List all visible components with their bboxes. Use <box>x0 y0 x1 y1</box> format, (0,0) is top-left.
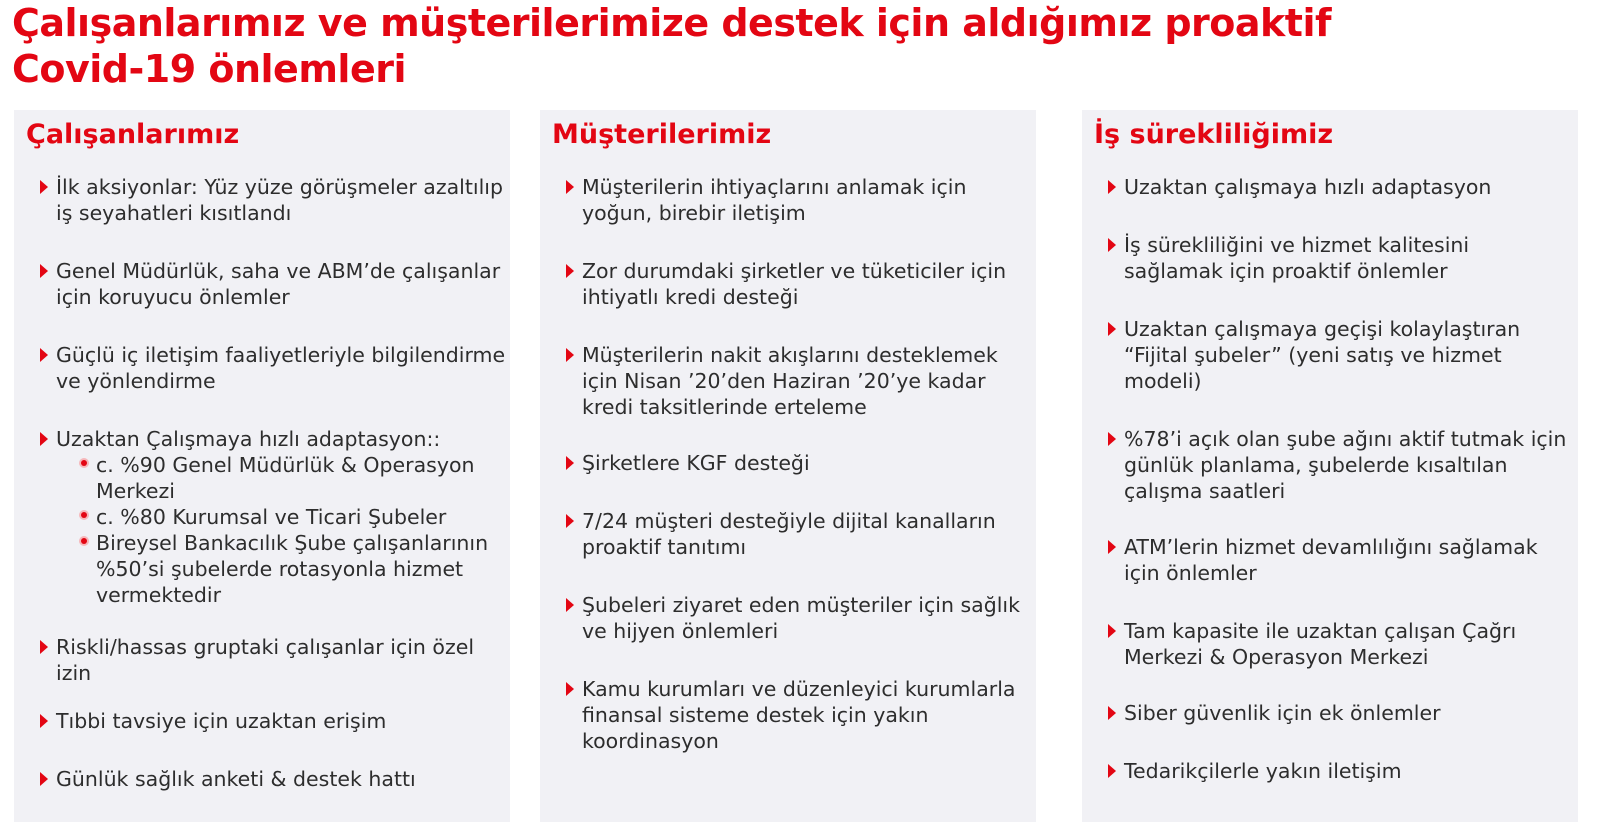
triangle-bullet-icon <box>1108 432 1116 446</box>
page-title-line-2: Covid-19 önlemleri <box>12 47 406 91</box>
bullet-list <box>14 110 510 822</box>
panel-heading: İş sürekliliğimiz <box>1094 119 1334 150</box>
list-item <box>1124 174 1574 200</box>
panel-business-continuity <box>1082 110 1578 822</box>
triangle-bullet-icon <box>1108 180 1116 194</box>
list-item <box>56 634 506 686</box>
list-item-text: Tedarikçilerle yakın iletişim <box>1124 759 1402 783</box>
list-item-text: Zor durumdaki şirketler ve tüketiciler için ihtiyatlı kredi desteği <box>582 259 1007 309</box>
panel-heading: Çalışanlarımız <box>26 119 240 150</box>
panel-heading: Müşterilerimiz <box>552 119 772 150</box>
triangle-bullet-icon <box>566 180 574 194</box>
list-item-text: Tam kapasite ile uzaktan çalışan Çağrı Merkezi & Operasyon Merkezi <box>1124 619 1517 669</box>
bullet-list <box>540 110 1036 822</box>
triangle-bullet-icon <box>566 456 574 470</box>
list-item <box>56 708 506 734</box>
list-item <box>582 174 1032 226</box>
triangle-bullet-icon <box>566 682 574 696</box>
dot-bullet-icon <box>81 538 87 544</box>
sub-list-item <box>56 530 506 608</box>
list-item <box>1124 758 1574 784</box>
list-item <box>1124 232 1574 284</box>
list-item <box>56 174 506 226</box>
list-item <box>582 342 1032 420</box>
triangle-bullet-icon <box>40 772 48 786</box>
list-item <box>1124 316 1574 394</box>
sub-list-item-text: c. %90 Genel Müdürlük & Operasyon Merkezi <box>96 453 475 503</box>
list-item-text: Şirketlere KGF desteği <box>582 451 810 475</box>
list-item-text: Şubeleri ziyaret eden müşteriler için sağlık ve hijyen önlemleri <box>582 593 1020 643</box>
sub-list-item-text: Bireysel Bankacılık Şube çalışanlarının %50’si şubelerde rotasyonla hizmet vermektedir <box>96 531 489 607</box>
page-title <box>12 0 1602 92</box>
triangle-bullet-icon <box>1108 624 1116 638</box>
list-item <box>56 766 506 792</box>
sub-list-item <box>56 452 506 504</box>
triangle-bullet-icon <box>40 180 48 194</box>
list-item <box>582 258 1032 310</box>
page-title-line-1: Çalışanlarımız ve müşterilerimize destek için aldığımız proaktif <box>12 1 1332 45</box>
list-item-text: Günlük sağlık anketi & destek hattı <box>56 767 416 791</box>
list-item <box>582 508 1032 560</box>
sub-list-item <box>56 504 506 530</box>
list-item-text: Uzaktan Çalışmaya hızlı adaptasyon:: <box>56 427 441 451</box>
triangle-bullet-icon <box>566 348 574 362</box>
list-item <box>582 450 1032 476</box>
triangle-bullet-icon <box>40 348 48 362</box>
list-item-text: ATM’lerin hizmet devamlılığını sağlamak için önlemler <box>1124 535 1538 585</box>
dot-bullet-icon <box>81 512 87 518</box>
list-item-text: Müşterilerin ihtiyaçlarını anlamak için yoğun, birebir iletişim <box>582 175 967 225</box>
list-item-text: Tıbbi tavsiye için uzaktan erişim <box>56 709 387 733</box>
list-item <box>56 426 506 608</box>
list-item <box>56 342 506 394</box>
list-item-text: Genel Müdürlük, saha ve ABM’de çalışanlar için koruyucu önlemler <box>56 259 501 309</box>
triangle-bullet-icon <box>566 264 574 278</box>
list-item <box>1124 426 1574 504</box>
triangle-bullet-icon <box>1108 706 1116 720</box>
list-item-text: Siber güvenlik için ek önlemler <box>1124 701 1441 725</box>
list-item-text: Müşterilerin nakit akışlarını desteklemek için Nisan ’20’den Haziran ’20’ye kadar kredi taksitlerinde erteleme <box>582 343 998 419</box>
list-item-text: Riskli/hassas gruptaki çalışanlar için özel izin <box>56 635 475 685</box>
bullet-list <box>1082 110 1578 822</box>
triangle-bullet-icon <box>566 598 574 612</box>
list-item <box>582 592 1032 644</box>
list-item <box>56 258 506 310</box>
list-item-text: %78’i açık olan şube ağını aktif tutmak için günlük planlama, şubelerde kısaltılan çalışma saatleri <box>1124 427 1567 503</box>
triangle-bullet-icon <box>40 714 48 728</box>
list-item <box>582 676 1032 754</box>
triangle-bullet-icon <box>40 264 48 278</box>
triangle-bullet-icon <box>40 432 48 446</box>
triangle-bullet-icon <box>1108 764 1116 778</box>
list-item-text: Güçlü iç iletişim faaliyetleriyle bilgilendirme ve yönlendirme <box>56 343 506 393</box>
triangle-bullet-icon <box>1108 322 1116 336</box>
list-item <box>1124 618 1574 670</box>
list-item-text: 7/24 müşteri desteğiyle dijital kanalların proaktif tanıtımı <box>582 509 996 559</box>
triangle-bullet-icon <box>566 514 574 528</box>
sub-list <box>56 452 506 608</box>
list-item <box>1124 700 1574 726</box>
panel-customers <box>540 110 1036 822</box>
list-item <box>1124 534 1574 586</box>
list-item-text: İlk aksiyonlar: Yüz yüze görüşmeler azaltılıp iş seyahatleri kısıtlandı <box>56 175 504 225</box>
list-item-text: Kamu kurumları ve düzenleyici kurumlarla finansal sisteme destek için yakın koordinasyon <box>582 677 1016 753</box>
list-item-text: Uzaktan çalışmaya geçişi kolaylaştıran “Fijital şubeler” (yeni satış ve hizmet modeli) <box>1124 317 1521 393</box>
panel-employees <box>14 110 510 822</box>
dot-bullet-icon <box>81 460 87 466</box>
triangle-bullet-icon <box>1108 238 1116 252</box>
list-item-text: İş sürekliliğini ve hizmet kalitesini sağlamak için proaktif önlemler <box>1124 233 1470 283</box>
triangle-bullet-icon <box>1108 540 1116 554</box>
triangle-bullet-icon <box>40 640 48 654</box>
sub-list-item-text: c. %80 Kurumsal ve Ticari Şubeler <box>96 505 447 529</box>
list-item-text: Uzaktan çalışmaya hızlı adaptasyon <box>1124 175 1492 199</box>
